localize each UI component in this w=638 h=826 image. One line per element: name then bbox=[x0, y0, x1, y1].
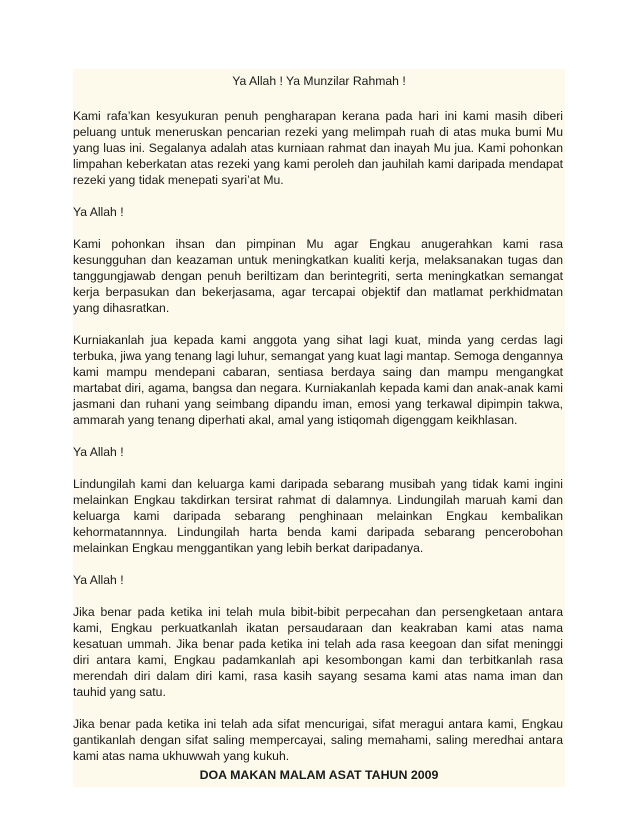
spacer bbox=[73, 220, 565, 236]
document-title: Ya Allah ! Ya Munzilar Rahmah ! bbox=[73, 69, 565, 92]
spacer bbox=[73, 428, 565, 444]
document-body bbox=[73, 69, 565, 787]
paragraph-unity: Jika benar pada ketika ini telah mula bibit-bibit perpecahan dan persengketaan antara kami, Engkau perkuatkanlah ikatan persaudaraan dan keakraban kami atas nama kesatuan ummah. Jika benar pada ketika ini telah ada rasa keegoan dan sifat meninggi diri antara kami, Engkau padamkanlah api kesombongan kami dan terbitkanlah rasa merendah diri dalam diri kami, rasa kasih sayang sesama kami atas nama iman dan tauhid yang satu. bbox=[73, 605, 563, 699]
spacer bbox=[73, 460, 565, 476]
spacer bbox=[73, 588, 565, 604]
spacer bbox=[73, 700, 565, 716]
paragraph-guidance: Kami pohonkan ihsan dan pimpinan Mu agar Engkau anugerahkan kami rasa kesungguhan dan keazaman untuk meningkatkan kualiti kerja, melaksanakan tugas dan tanggungjawab dengan penuh beriltizam dan berintegriti, serta meningkatkan semangat kerja berpasukan dan bekerjasama, agar tercapai objektif dan matlamat perkhidmatan yang dihasratkan. bbox=[73, 237, 563, 315]
paragraph-trust: Jika benar pada ketika ini telah ada sifat mencurigai, sifat meragui antara kami, Engkau gantikanlah dengan sifat saling mempercayai, saling memahami, saling meredhai antara kami atas nama ukhuwwah yang kukuh. bbox=[73, 717, 563, 763]
invocation-line: Ya Allah ! bbox=[73, 444, 565, 460]
invocation-line: Ya Allah ! bbox=[73, 572, 565, 588]
paragraph-gratitude: Kami rafa’kan kesyukuran penuh pengharapan kerana pada hari ini kami masih diberi peluang untuk meneruskan pencarian rezeki yang melimpah ruah di atas muka bumi Mu yang luas ini. Segalanya adalah atas kurniaan rahmat dan inayah Mu jua. Kami pohonkan limpahan keberkatan atas rezeki yang kami peroleh dan jauhilah kami daripada mendapat rezeki yang tidak menepati syari’at Mu. bbox=[73, 109, 563, 187]
paragraph-strength: Kurniakanlah jua kepada kami anggota yang sihat lagi kuat, minda yang cerdas lagi terbuka, jiwa yang tenang lagi luhur, semangat yang kuat lagi mantap. Semoga dengannya kami mampu mendepani cabaran, sentiasa berdaya saing dan mampu mengangkat martabat diri, agama, bangsa dan negara. Kurniakanlah kepada kami dan anak-anak kami jasmani dan ruhani yang seimbang dipandu iman, emosi yang terkawal dipimpin takwa, ammarah yang tenang diperhati akal, amal yang istiqomah digenggam keikhlasan. bbox=[73, 333, 563, 427]
spacer bbox=[73, 556, 565, 572]
spacer bbox=[73, 92, 565, 108]
spacer bbox=[73, 188, 565, 204]
invocation-line: Ya Allah ! bbox=[73, 204, 565, 220]
spacer bbox=[73, 316, 565, 332]
event-title: DOA MAKAN MALAM ASAT TAHUN 2009 bbox=[73, 764, 565, 787]
paragraph-protection: Lindungilah kami dan keluarga kami daripada sebarang musibah yang tidak kami ingini melainkan Engkau takdirkan tersirat rahmat di dalamnya. Lindungilah maruah kami dan keluarga kami daripada sebarang penghinaan melainkan Engkau kembalikan kehormatannnya. Lindungilah harta benda kami daripada sebarang pencerobohan melainkan Engkau menggantikan yang lebih berkat daripadanya. bbox=[73, 477, 563, 555]
